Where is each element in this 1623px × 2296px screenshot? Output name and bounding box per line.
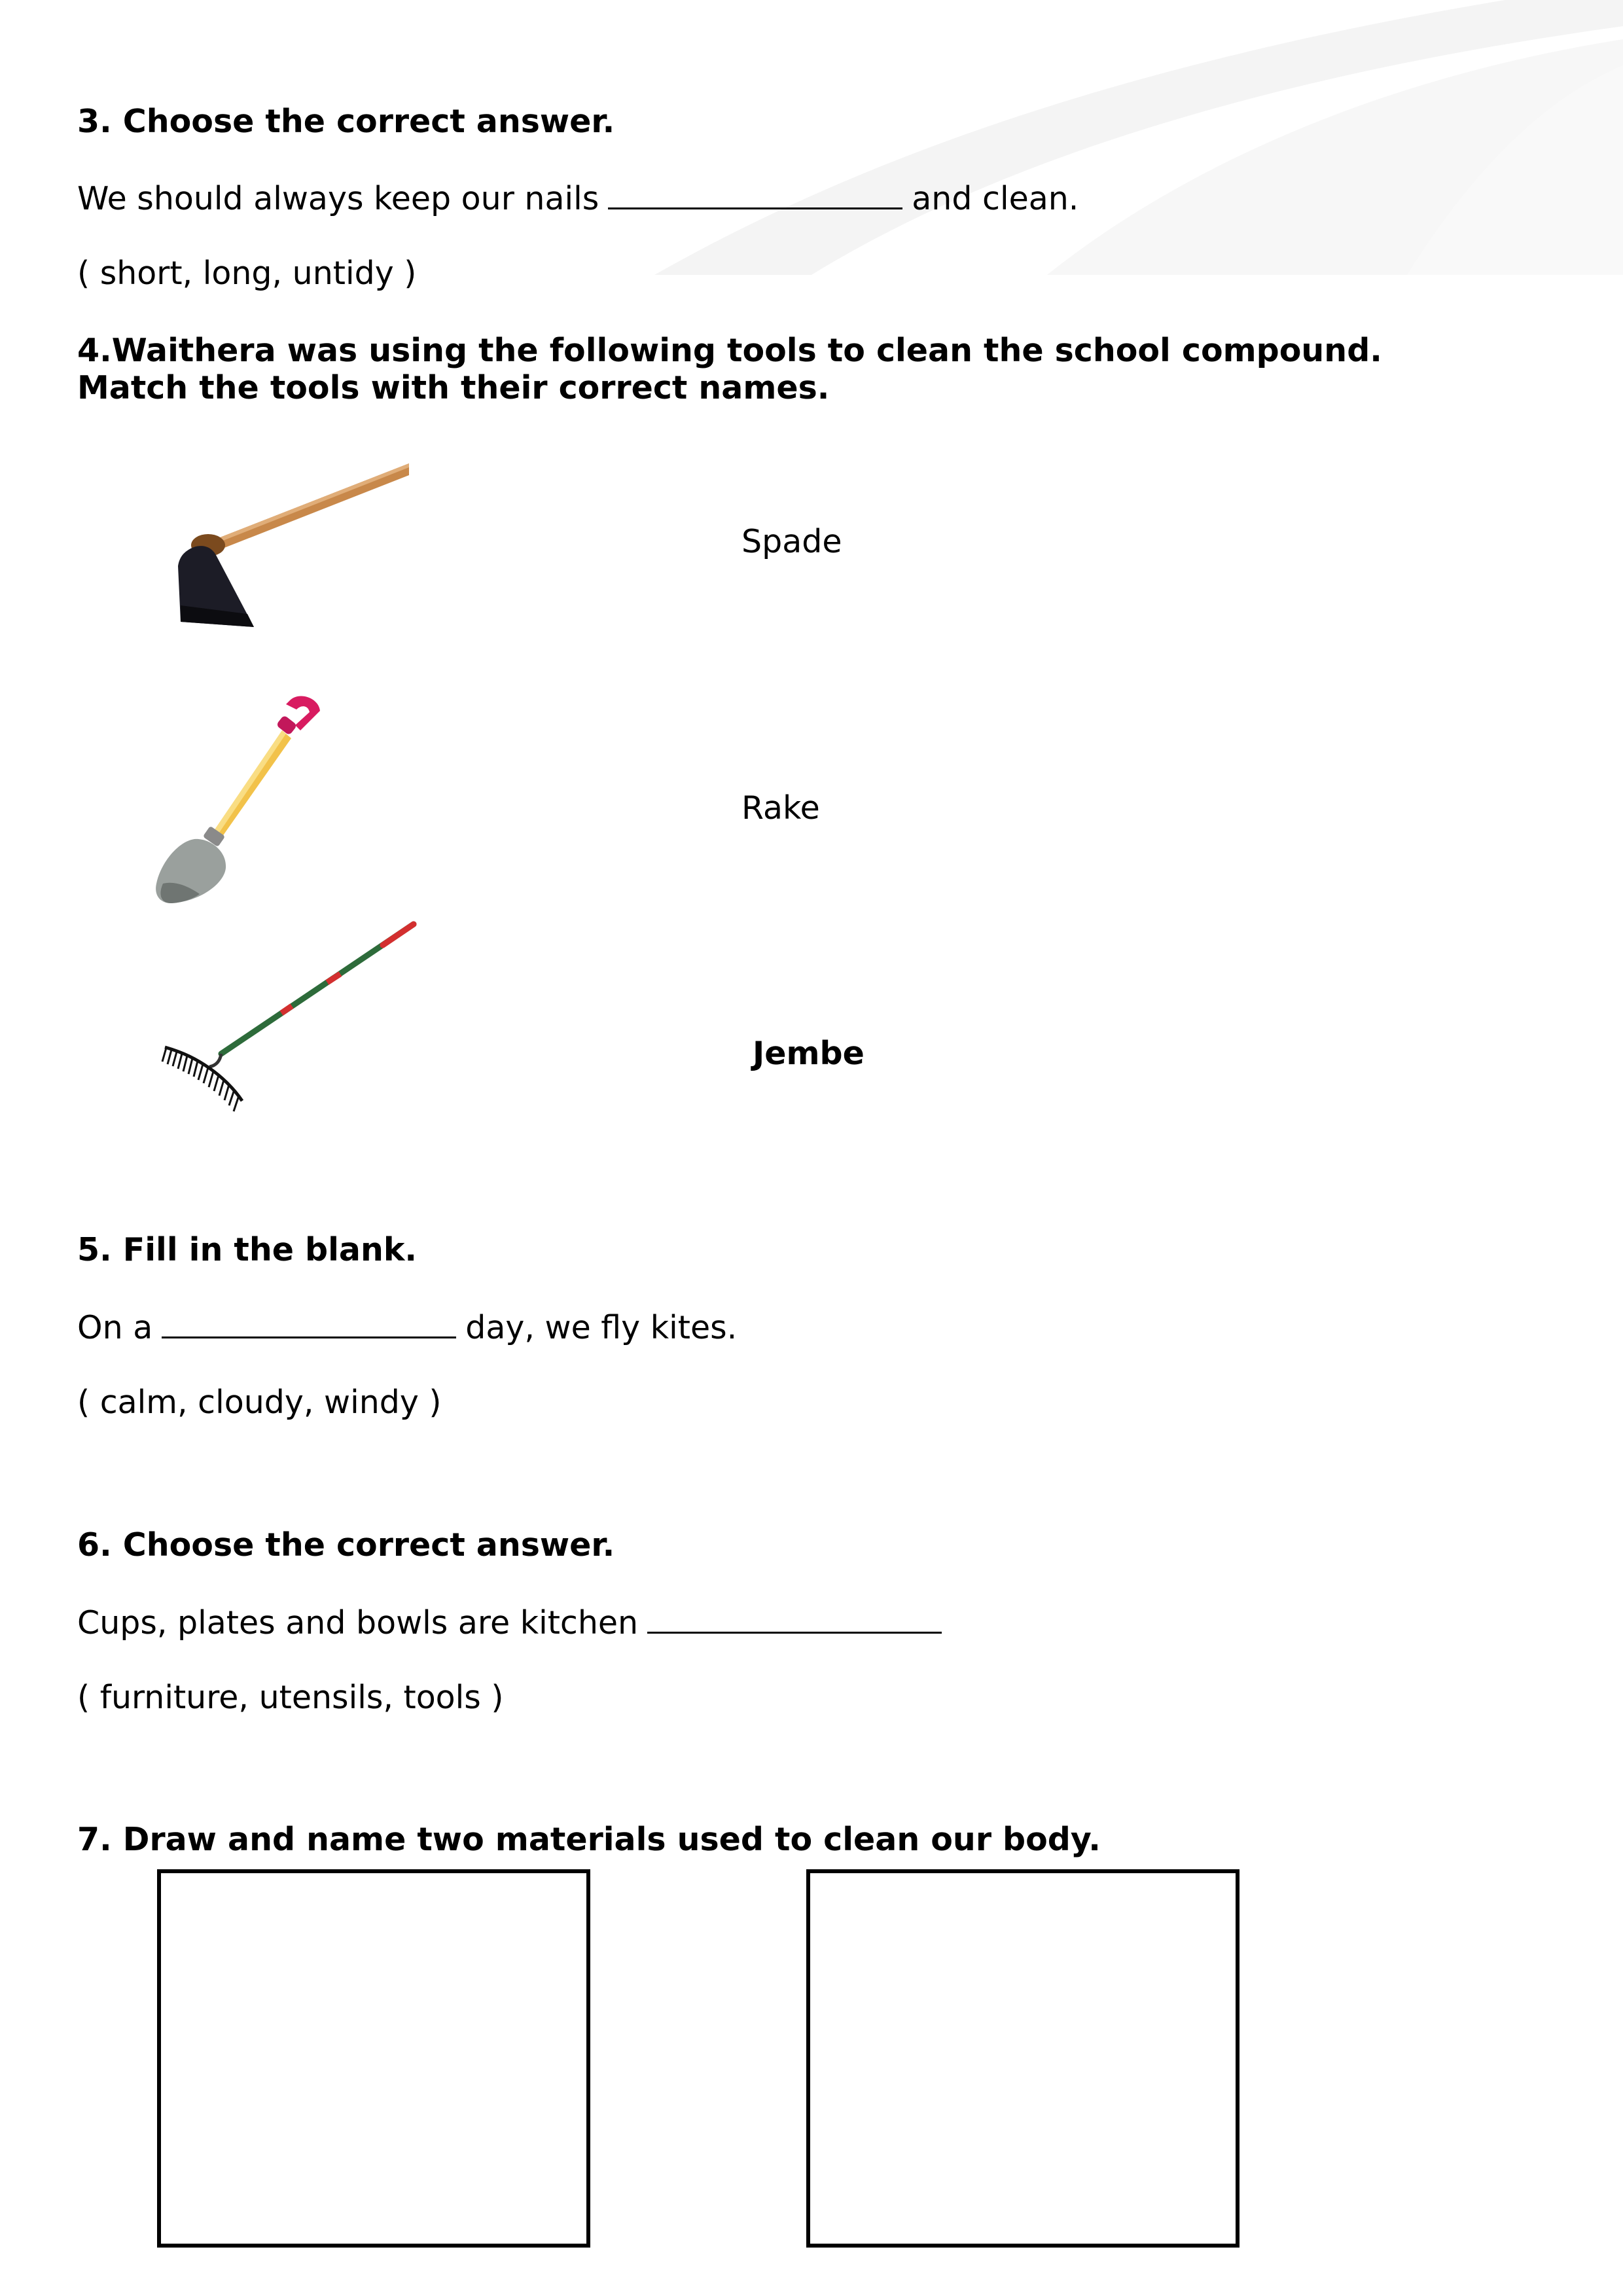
tool-name-rake: Rake <box>741 789 820 827</box>
question-4-title-line1: 4.Waithera was using the following tools to clean the school compound. <box>77 332 1382 369</box>
question-5-options: ( calm, cloudy, windy ) <box>77 1384 442 1421</box>
hoe-icon <box>170 458 419 635</box>
question-5-text-before: On a <box>77 1309 153 1346</box>
question-6-options: ( furniture, utensils, tools ) <box>77 1679 504 1716</box>
answer-blank[interactable] <box>647 1603 942 1634</box>
question-5-text-after: day, we fly kites. <box>465 1309 738 1346</box>
question-3-sentence <box>77 179 1079 218</box>
question-3-title: 3. Choose the correct answer. <box>77 103 615 140</box>
rake-icon <box>157 916 419 1132</box>
question-6-sentence <box>77 1603 942 1642</box>
question-6-title: 6. Choose the correct answer. <box>77 1526 615 1564</box>
question-6-text-before: Cups, plates and bowls are kitchen <box>77 1604 639 1641</box>
question-3-options: ( short, long, untidy ) <box>77 255 417 292</box>
tool-name-spade: Spade <box>741 523 842 560</box>
drawing-box-1[interactable] <box>157 1869 590 2248</box>
question-4-title-line2: Match the tools with their correct names. <box>77 369 830 406</box>
tool-name-jembe: Jembe <box>753 1035 865 1072</box>
answer-blank[interactable] <box>608 179 902 209</box>
drawing-box-2[interactable] <box>806 1869 1240 2248</box>
question-5-sentence <box>77 1308 737 1347</box>
answer-blank[interactable] <box>162 1308 456 1338</box>
question-3-text-after: and clean. <box>912 180 1079 217</box>
question-3-text-before: We should always keep our nails <box>77 180 599 217</box>
question-7-title: 7. Draw and name two materials used to clean our body. <box>77 1821 1101 1858</box>
spade-icon <box>147 687 357 910</box>
question-5-title: 5. Fill in the blank. <box>77 1231 418 1268</box>
